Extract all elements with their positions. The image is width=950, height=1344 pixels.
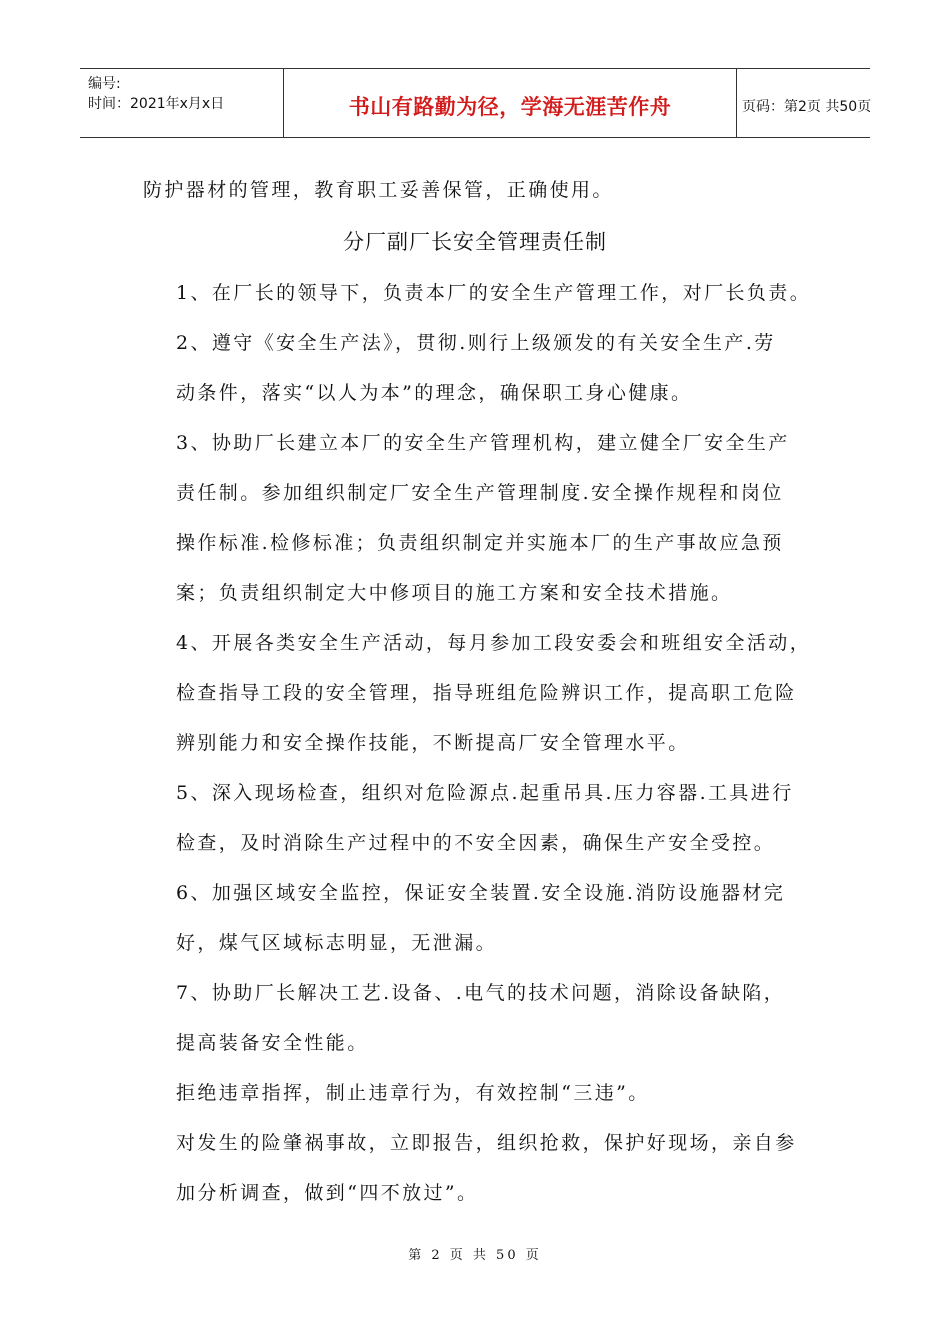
body-line: 1、在厂长的领导下，负责本厂的安全生产管理工作，对厂长负责。 [176,282,812,304]
body-line: 操作标准.检修标准；负责组织制定并实施本厂的生产事故应急预 [176,532,784,554]
body-line: 提高装备安全性能。 [176,1032,369,1054]
body-line: 加分析调查，做到“四不放过”。 [176,1182,479,1204]
body-line: 3、协助厂长建立本厂的安全生产管理机构，建立健全厂安全生产 [176,432,790,454]
body-line: 责任制。参加组织制定厂安全生产管理制度.安全操作规程和岗位 [176,482,784,504]
body-line: 7、协助厂长解决工艺.设备、.电气的技术问题，消除设备缺陷， [176,982,786,1004]
document-title: 分厂副厂长安全管理责任制 [343,230,607,254]
body-line: 好，煤气区域标志明显，无泄漏。 [176,932,498,954]
header-meta-cell [80,69,283,137]
page-info: 页码：第2页 共50页 [742,99,872,115]
body-line: 辨别能力和安全操作技能，不断提高厂安全管理水平。 [176,732,690,754]
body-line: 拒绝违章指挥，制止违章行为，有效控制“三违”。 [176,1082,650,1104]
body-line: 检查指导工段的安全管理，指导班组危险辨识工作，提高职工危险 [176,682,797,704]
header-motto-cell [283,69,737,137]
body-line: 2、遵守《安全生产法》，贯彻.则行上级颁发的有关安全生产.劳 [176,332,776,354]
body-line: 检查，及时消除生产过程中的不安全因素，确保生产安全受控。 [176,832,776,854]
body-line: 对发生的险肇祸事故，立即报告，组织抢救，保护好现场，亲自参 [176,1132,797,1154]
lead-line: 防护器材的管理，教育职工妥善保管，正确使用。 [143,179,614,201]
page-footer: 第 2 页 共 50 页 [408,1248,542,1263]
time-label: 时间：2021年x月x日 [88,96,225,112]
body-line: 案；负责组织制定大中修项目的施工方案和安全技术措施。 [176,582,733,604]
number-label: 编号: [88,76,121,92]
body-line: 5、深入现场检查，组织对危险源点.起重吊具.压力容器.工具进行 [176,782,794,804]
motto-text: 书山有路勤为径，学海无涯苦作舟 [348,95,672,119]
body-line: 动条件，落实“以人为本”的理念，确保职工身心健康。 [176,382,693,404]
page-header [80,68,870,138]
body-line: 4、开展各类安全生产活动，每月参加工段安委会和班组安全活动， [176,632,812,654]
header-page-cell [736,69,870,137]
body-line: 6、加强区域安全监控，保证安全装置.安全设施.消防设施器材完 [176,882,786,904]
